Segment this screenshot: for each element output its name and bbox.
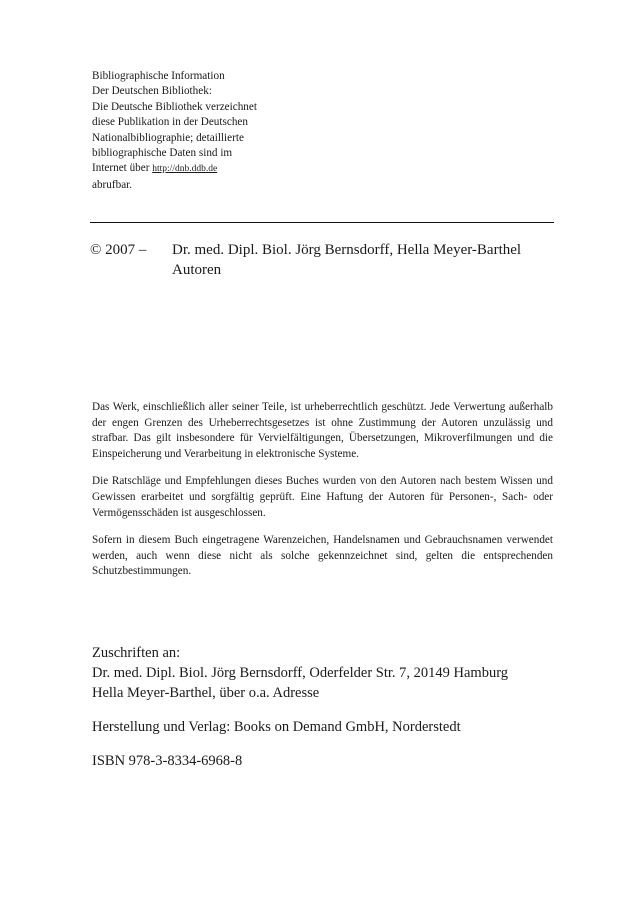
- isbn-line: ISBN 978-3-8334-6968-8: [92, 753, 243, 769]
- legal-paragraph-trademarks: Sofern in diesem Buch eingetragene Warenzeichen, Handelsnamen und Gebrauchsnamen verwendet werden, auch wenn diese nicht als solche gekennzeichnet sind, gelten die entsprechenden Schutzbestimmungen.: [92, 534, 553, 578]
- biblio-line: Die Deutsche Bibliothek verzeichnet: [92, 100, 257, 113]
- dnb-link[interactable]: http://dnb.ddb.de: [152, 164, 218, 175]
- copyright-role: Autoren: [172, 262, 222, 278]
- legal-notice: [92, 400, 553, 592]
- legal-paragraph-liability: Die Ratschläge und Empfehlungen dieses Buches wurden von den Autoren nach bestem Wissen und Gewissen erarbeitet und sorgfältig geprüft. Eine Haftung der Autoren für Personen-, Sach- oder Vermögensschäden ist ausgeschlossen.: [92, 475, 553, 519]
- biblio-line: Bibliographische Information: [92, 70, 225, 82]
- biblio-line: Der Deutschen Bibliothek:: [92, 85, 212, 98]
- biblio-line: abrufbar.: [92, 178, 133, 191]
- biblio-line: bibliographische Daten sind im: [92, 147, 233, 160]
- bibliographic-info: [92, 69, 342, 193]
- biblio-line: diese Publikation in der Deutschen: [92, 116, 248, 129]
- biblio-internet-prefix: Internet über: [92, 162, 150, 175]
- contact-address-2: Hella Meyer-Barthel, über o.a. Adresse: [92, 685, 320, 701]
- spacer: [92, 703, 562, 717]
- contact-block: [92, 643, 562, 771]
- contact-address-1: Dr. med. Dipl. Biol. Jörg Bernsdorff, Oderfelder Str. 7, 20149 Hamburg: [92, 665, 509, 681]
- contact-heading: Zuschriften an:: [92, 645, 181, 661]
- copyright-notice: [90, 240, 560, 278]
- publisher-line: Herstellung und Verlag: Books on Demand GmbH, Norderstedt: [92, 719, 461, 735]
- horizontal-divider: [90, 222, 554, 223]
- copyright-year: © 2007 –: [90, 242, 147, 258]
- biblio-line: Nationalbibliographie; detaillierte: [92, 131, 244, 144]
- copyright-authors: Dr. med. Dipl. Biol. Jörg Bernsdorff, Hella Meyer-Barthel: [172, 242, 522, 258]
- spacer: [92, 737, 562, 751]
- legal-paragraph-copyright: Das Werk, einschließlich aller seiner Teile, ist urheberrechtlich geschützt. Jede Verwertung außerhalb der engen Grenzen des Urheberrechtsgesetzes ist ohne Zustimmung der Autoren unzulässig und strafbar. Das gilt insbesondere für Vervielfältigungen, Übersetzungen, Mikroverfilmungen und die Einspeicherung und Verarbeitung in elektronische Systeme.: [92, 401, 553, 460]
- biblio-internet-line: [92, 161, 342, 177]
